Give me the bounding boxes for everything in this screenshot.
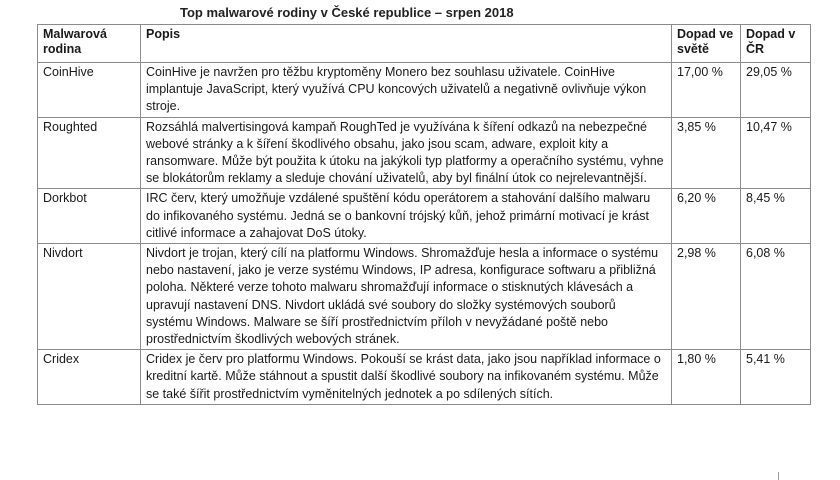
family-cell: CoinHive [38, 63, 141, 118]
cz-impact-cell: 10,47 % [741, 117, 811, 189]
world-impact-cell: 2,98 % [672, 244, 741, 350]
description-cell: Cridex je červ pro platformu Windows. Pokouší se krást data, jako jsou například informace o kreditní kartě. Může stáhnout a spustit další škodlivé soubory na infikovaném systému. Může se také šířit prostřednictvím vyměnitelných jednotek a po sdílených sítích. [141, 350, 672, 405]
description-cell: Rozsáhlá malvertisingová kampaň RoughTed je využívána k šíření odkazů na nebezpečné webové stránky a k šíření škodlivého obsahu, jako jsou scam, adware, exploit kity a ransomware. Může být použita k útoku na jakýkoli typ platformy a operačního systému, vyhne se blokátorům reklamy a sleduje chování uživatelů, aby byl finální útok co nejrelevantnější. [141, 117, 672, 189]
description-cell: CoinHive je navržen pro těžbu kryptoměny Monero bez souhlasu uživatele. CoinHive implantuje JavaScript, který využívá CPU koncových uživatelů a negativně ovlivňuje výkon stroje. [141, 63, 672, 118]
table-title: Top malwarové rodiny v České republice – srpen 2018 [180, 5, 514, 20]
column-header-description: Popis [141, 25, 672, 63]
column-header-world-impact: Dopad ve světě [672, 25, 741, 63]
table-row [38, 189, 811, 244]
cz-impact-cell: 5,41 % [741, 350, 811, 405]
cz-impact-cell: 6,08 % [741, 244, 811, 350]
column-header-cz-impact: Dopad v ČR [741, 25, 811, 63]
family-cell: Dorkbot [38, 189, 141, 244]
header-row [38, 25, 811, 63]
malware-table [37, 24, 811, 405]
divider-mark [778, 472, 779, 480]
world-impact-cell: 17,00 % [672, 63, 741, 118]
cz-impact-cell: 8,45 % [741, 189, 811, 244]
table-row [38, 117, 811, 189]
table-row [38, 350, 811, 405]
world-impact-cell: 1,80 % [672, 350, 741, 405]
description-cell: Nivdort je trojan, který cílí na platformu Windows. Shromažďuje hesla a informace o systému nebo nastavení, jako je verze systému Windows, IP adresa, konfigurace softwaru a přibližná poloha. Některé verze tohoto malwaru shromažďují informace o stisknutých klávesách a upravují nastavení DNS. Nivdort ukládá své soubory do složky systémových souborů systému Windows. Malware se šíří prostřednictvím příloh v nevyžádané poště nebo prostřednictvím škodlivých webových stránek. [141, 244, 672, 350]
column-header-family: Malwarová rodina [38, 25, 141, 63]
table-row [38, 244, 811, 350]
cz-impact-cell: 29,05 % [741, 63, 811, 118]
table-row [38, 63, 811, 118]
description-cell: IRC červ, který umožňuje vzdálené spuštění kódu operátorem a stahování dalšího malwaru do infikovaného systému. Jedná se o bankovní trójský kůň, jehož primární motivací je krást citlivé informace a zahajovat DoS útoky. [141, 189, 672, 244]
family-cell: Cridex [38, 350, 141, 405]
world-impact-cell: 3,85 % [672, 117, 741, 189]
family-cell: Roughted [38, 117, 141, 189]
world-impact-cell: 6,20 % [672, 189, 741, 244]
family-cell: Nivdort [38, 244, 141, 350]
